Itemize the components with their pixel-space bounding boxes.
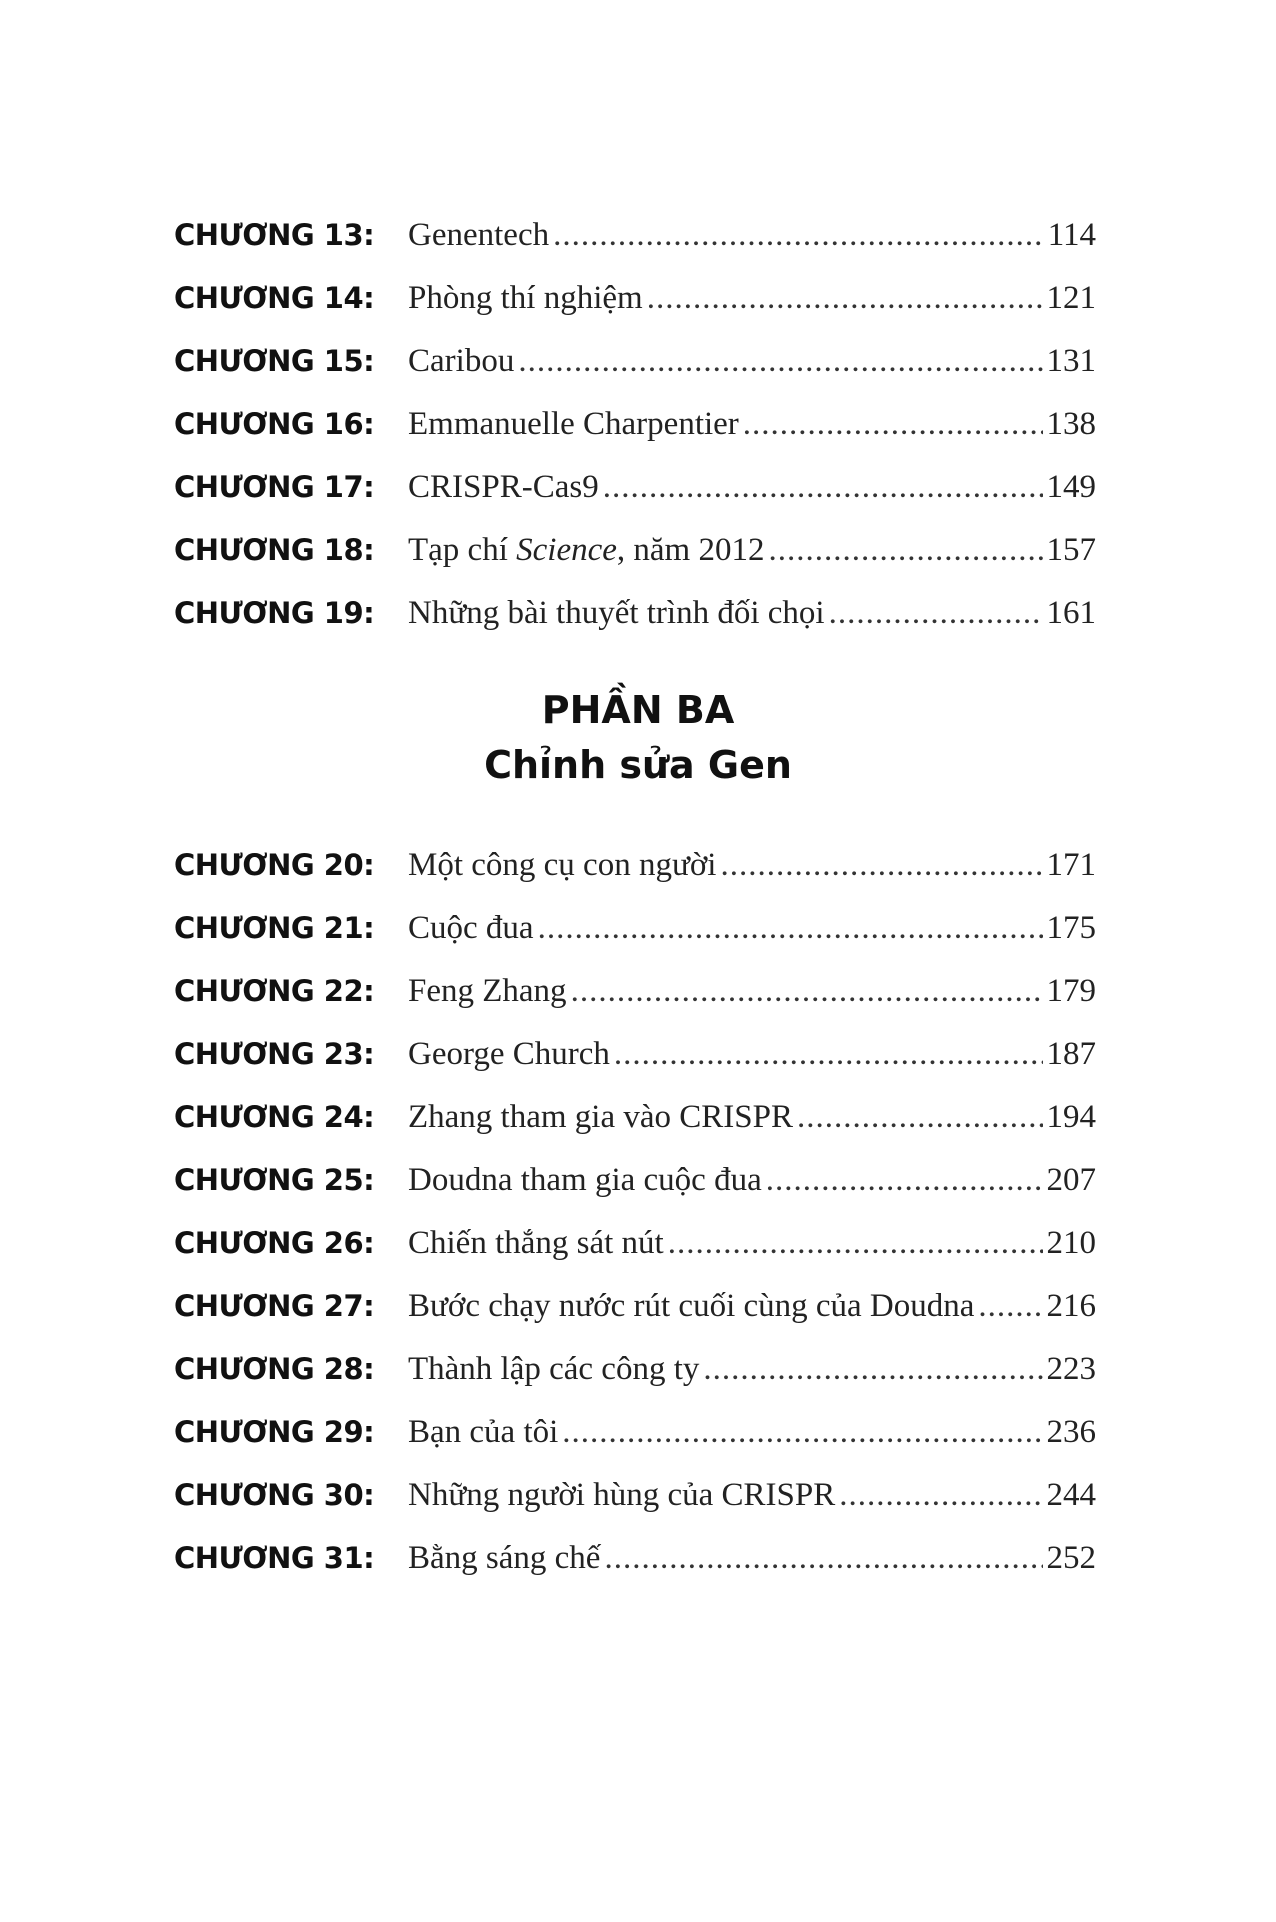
chapter-label: CHƯƠNG 21: xyxy=(174,911,375,945)
chapter-title: Zhang tham gia vào CRISPR xyxy=(408,1099,793,1135)
dot-leader xyxy=(797,1092,1043,1142)
toc-entry-ch27[interactable] xyxy=(0,1281,1276,1331)
entry-line xyxy=(408,525,1096,575)
chapter-label: CHƯƠNG 14: xyxy=(174,281,375,315)
title-suffix: , năm 2012 xyxy=(616,532,765,568)
chapter-label: CHƯƠNG 17: xyxy=(174,470,375,504)
entry-line xyxy=(408,1029,1096,1079)
page-number: 121 xyxy=(1046,280,1096,316)
toc-entry-ch13[interactable] xyxy=(0,210,1276,260)
chapter-label: CHƯƠNG 24: xyxy=(174,1100,375,1134)
chapter-label: CHƯƠNG 31: xyxy=(174,1541,375,1575)
chapter-label: CHƯƠNG 29: xyxy=(174,1415,375,1449)
part-subheading: Chỉnh sửa Gen xyxy=(484,743,792,787)
page-number: 175 xyxy=(1046,910,1096,946)
title-italic: Science xyxy=(516,532,617,568)
chapter-title: Bằng sáng chế xyxy=(408,1540,601,1576)
toc-entry-ch18[interactable] xyxy=(0,525,1276,575)
chapter-title: Một công cụ con người xyxy=(408,847,717,883)
dot-leader xyxy=(518,336,1042,386)
chapter-title: Doudna tham gia cuộc đua xyxy=(408,1162,762,1198)
toc-entry-ch22[interactable] xyxy=(0,966,1276,1016)
dot-leader xyxy=(743,399,1043,449)
dot-leader xyxy=(603,462,1043,512)
dot-leader xyxy=(766,1155,1043,1205)
entry-line xyxy=(408,336,1096,386)
toc-entry-ch21[interactable] xyxy=(0,903,1276,953)
page-number: 114 xyxy=(1047,217,1096,253)
entry-line xyxy=(408,1344,1096,1394)
chapter-label: CHƯƠNG 25: xyxy=(174,1163,375,1197)
chapter-title: Phòng thí nghiệm xyxy=(408,280,643,316)
toc-entry-ch31[interactable] xyxy=(0,1533,1276,1583)
entry-line xyxy=(408,966,1096,1016)
toc-entry-ch16[interactable] xyxy=(0,399,1276,449)
dot-leader xyxy=(703,1344,1042,1394)
page-number: 157 xyxy=(1046,532,1096,568)
chapter-title: Feng Zhang xyxy=(408,973,567,1009)
chapter-label: CHƯƠNG 28: xyxy=(174,1352,375,1386)
page-number: 149 xyxy=(1046,469,1096,505)
toc-entry-ch24[interactable] xyxy=(0,1092,1276,1142)
entry-line xyxy=(408,840,1096,890)
page-number: 236 xyxy=(1046,1414,1096,1450)
page-number: 179 xyxy=(1046,973,1096,1009)
toc-entry-ch30[interactable] xyxy=(0,1470,1276,1520)
toc-entry-ch28[interactable] xyxy=(0,1344,1276,1394)
chapter-title: Caribou xyxy=(408,343,515,379)
chapter-title: Genentech xyxy=(408,217,550,253)
page-number: 223 xyxy=(1046,1351,1096,1387)
toc-entry-ch26[interactable] xyxy=(0,1218,1276,1268)
toc-entry-ch25[interactable] xyxy=(0,1155,1276,1205)
chapter-title: Cuộc đua xyxy=(408,910,534,946)
chapter-label: CHƯƠNG 13: xyxy=(174,218,375,252)
chapter-label: CHƯƠNG 23: xyxy=(174,1037,375,1071)
chapter-label: CHƯƠNG 26: xyxy=(174,1226,375,1260)
entry-line xyxy=(408,1470,1096,1520)
dot-leader xyxy=(553,210,1044,260)
toc-entry-ch23[interactable] xyxy=(0,1029,1276,1079)
dot-leader xyxy=(768,525,1042,575)
page-number: 252 xyxy=(1046,1540,1096,1576)
chapter-title: Những người hùng của CRISPR xyxy=(408,1477,836,1513)
page-number: 194 xyxy=(1046,1099,1096,1135)
entry-line xyxy=(408,399,1096,449)
chapter-title: Chiến thắng sát nút xyxy=(408,1225,664,1261)
dot-leader xyxy=(668,1218,1043,1268)
entry-line xyxy=(408,1155,1096,1205)
entry-line xyxy=(408,1218,1096,1268)
chapter-title: CRISPR-Cas9 xyxy=(408,469,599,505)
entry-line xyxy=(408,462,1096,512)
entry-line xyxy=(408,903,1096,953)
dot-leader xyxy=(562,1407,1042,1457)
page-number: 161 xyxy=(1046,595,1096,631)
page-number: 244 xyxy=(1046,1477,1096,1513)
part-heading: PHẦN BA xyxy=(541,688,735,732)
chapter-title: Emmanuelle Charpentier xyxy=(408,406,739,442)
dot-leader xyxy=(604,1533,1042,1583)
chapter-title: George Church xyxy=(408,1036,610,1072)
title-prefix: Tạp chí xyxy=(408,532,517,568)
toc-entry-ch19[interactable] xyxy=(0,588,1276,638)
dot-leader xyxy=(829,588,1043,638)
chapter-label: CHƯƠNG 30: xyxy=(174,1478,375,1512)
entry-line xyxy=(408,1092,1096,1142)
page-number: 187 xyxy=(1046,1036,1096,1072)
page-number: 210 xyxy=(1046,1225,1096,1261)
entry-line xyxy=(408,273,1096,323)
toc-entry-ch15[interactable] xyxy=(0,336,1276,386)
dot-leader xyxy=(839,1470,1042,1520)
dot-leader xyxy=(720,840,1042,890)
dot-leader xyxy=(538,903,1043,953)
chapter-label: CHƯƠNG 15: xyxy=(174,344,375,378)
toc-entry-ch17[interactable] xyxy=(0,462,1276,512)
chapter-label: CHƯƠNG 18: xyxy=(174,533,375,567)
chapter-label: CHƯƠNG 22: xyxy=(174,974,375,1008)
page-number: 171 xyxy=(1046,847,1096,883)
chapter-title: Những bài thuyết trình đối chọi xyxy=(408,595,825,631)
chapter-title xyxy=(408,525,768,575)
entry-line xyxy=(408,1281,1096,1331)
toc-entry-ch29[interactable] xyxy=(0,1407,1276,1457)
page-number: 131 xyxy=(1046,343,1096,379)
dot-leader xyxy=(571,966,1043,1016)
chapter-label: CHƯƠNG 27: xyxy=(174,1289,375,1323)
chapter-title: Thành lập các công ty xyxy=(408,1351,700,1387)
entry-line xyxy=(408,1533,1096,1583)
dot-leader xyxy=(647,273,1043,323)
entry-line xyxy=(408,588,1096,638)
page-number: 138 xyxy=(1046,406,1096,442)
toc-entry-ch14[interactable] xyxy=(0,273,1276,323)
chapter-label: CHƯƠNG 20: xyxy=(174,848,375,882)
entry-line xyxy=(408,1407,1096,1457)
toc-entry-ch20[interactable] xyxy=(0,840,1276,890)
chapter-label: CHƯƠNG 16: xyxy=(174,407,375,441)
dot-leader xyxy=(978,1281,1042,1331)
chapter-title: Bạn của tôi xyxy=(408,1414,559,1450)
page-number: 216 xyxy=(1046,1288,1096,1324)
page-number: 207 xyxy=(1046,1162,1096,1198)
chapter-label: CHƯƠNG 19: xyxy=(174,596,375,630)
entry-line xyxy=(408,210,1096,260)
dot-leader xyxy=(614,1029,1043,1079)
chapter-title: Bước chạy nước rút cuối cùng của Doudna xyxy=(408,1288,975,1324)
